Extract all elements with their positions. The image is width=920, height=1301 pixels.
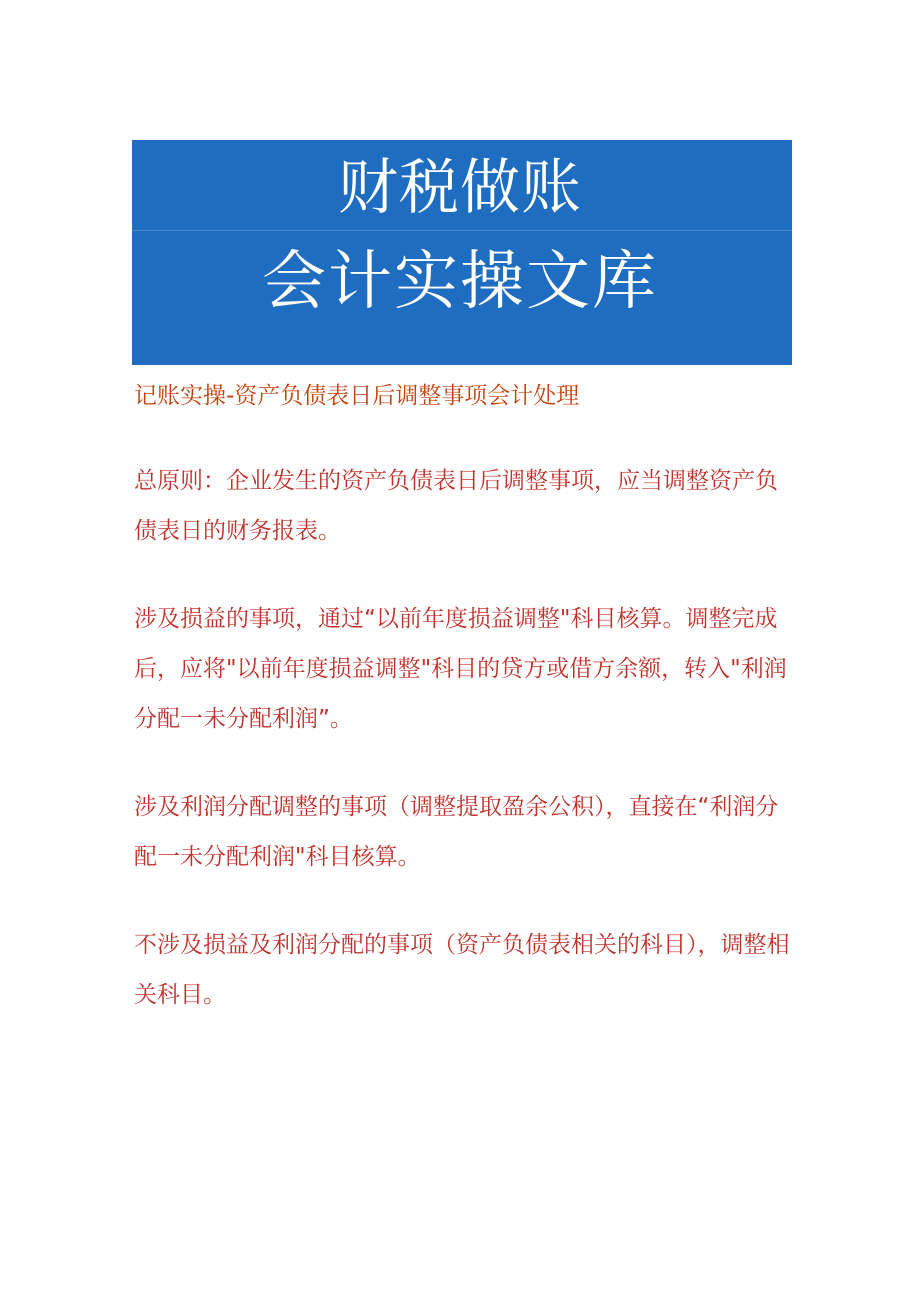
paragraph-profit-loss: 涉及损益的事项，通过“以前年度损益调整"科目核算。调整完成后，应将"以前年度损益调整"科目的贷方或借方余额，转入"利润分配一未分配利润”。 (134, 606, 787, 732)
paragraph-profit-distribution: 涉及利润分配调整的事项（调整提取盈余公积），直接在“利润分配一未分配利润"科目核算。 (134, 794, 779, 870)
document-heading: 记账实操-资产负债表日后调整事项会计处理 (134, 383, 580, 409)
banner-title-line-2: 会计实操文库 (262, 245, 658, 319)
banner-divider (132, 230, 792, 231)
banner-title-line-1: 财税做账 (338, 153, 582, 223)
paragraph-other-items: 不涉及损益及利润分配的事项（资产负债表相关的科目），调整相关科目。 (134, 932, 790, 1008)
paragraph-principle: 总原则：企业发生的资产负债表日后调整事项，应当调整资产负债表日的财务报表。 (134, 468, 778, 544)
document-body (134, 378, 794, 1058)
